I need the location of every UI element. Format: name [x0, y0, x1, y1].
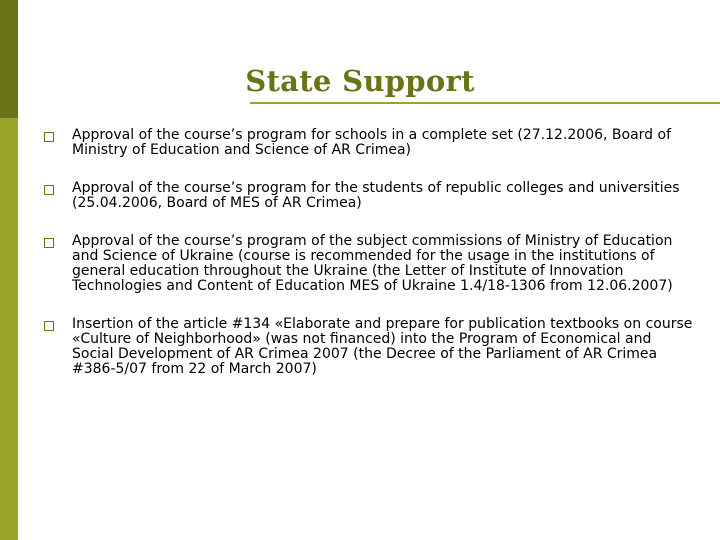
bullet-item	[44, 234, 694, 294]
bullet-text: Approval of the course’s program for schools in a complete set (27.12.2006, Board of Ministry of Education and Science of AR Crimea)	[72, 127, 672, 158]
slide-title: State Support	[245, 64, 475, 98]
hollow-square-bullet-icon	[44, 321, 54, 331]
bullet-item	[44, 317, 694, 377]
hollow-square-bullet-icon	[44, 132, 54, 142]
bullet-text: Approval of the course’s program for the students of republic colleges and universities (25.04.2006, Board of MES of AR Crimea)	[72, 180, 680, 211]
bullet-text: Approval of the course’s program of the subject commissions of Ministry of Education and Science of Ukraine (course is recommended for the usage in the institutions of general education throughout the Ukraine (the Letter of Institute of Innovation Technologies and Content of Education MES of Ukraine 1.4/18-1306 from 12.06.2007)	[72, 233, 673, 294]
title-underline	[250, 102, 720, 104]
bullet-text: Insertion of the article #134 «Elaborate and prepare for publication textbooks on course «Culture of Neighborhood» (was not financed) into the Program of Economical and Social Development of AR Crimea 2007 (the Decree of the Parliament of AR Crimea #386-5/07 from 22 of March 2007)	[72, 316, 693, 377]
bullet-item	[44, 181, 694, 211]
bullet-list	[44, 128, 694, 400]
bullet-item	[44, 128, 694, 158]
hollow-square-bullet-icon	[44, 238, 54, 248]
title-container	[0, 64, 720, 98]
hollow-square-bullet-icon	[44, 185, 54, 195]
sidebar-accent-top	[0, 0, 18, 118]
